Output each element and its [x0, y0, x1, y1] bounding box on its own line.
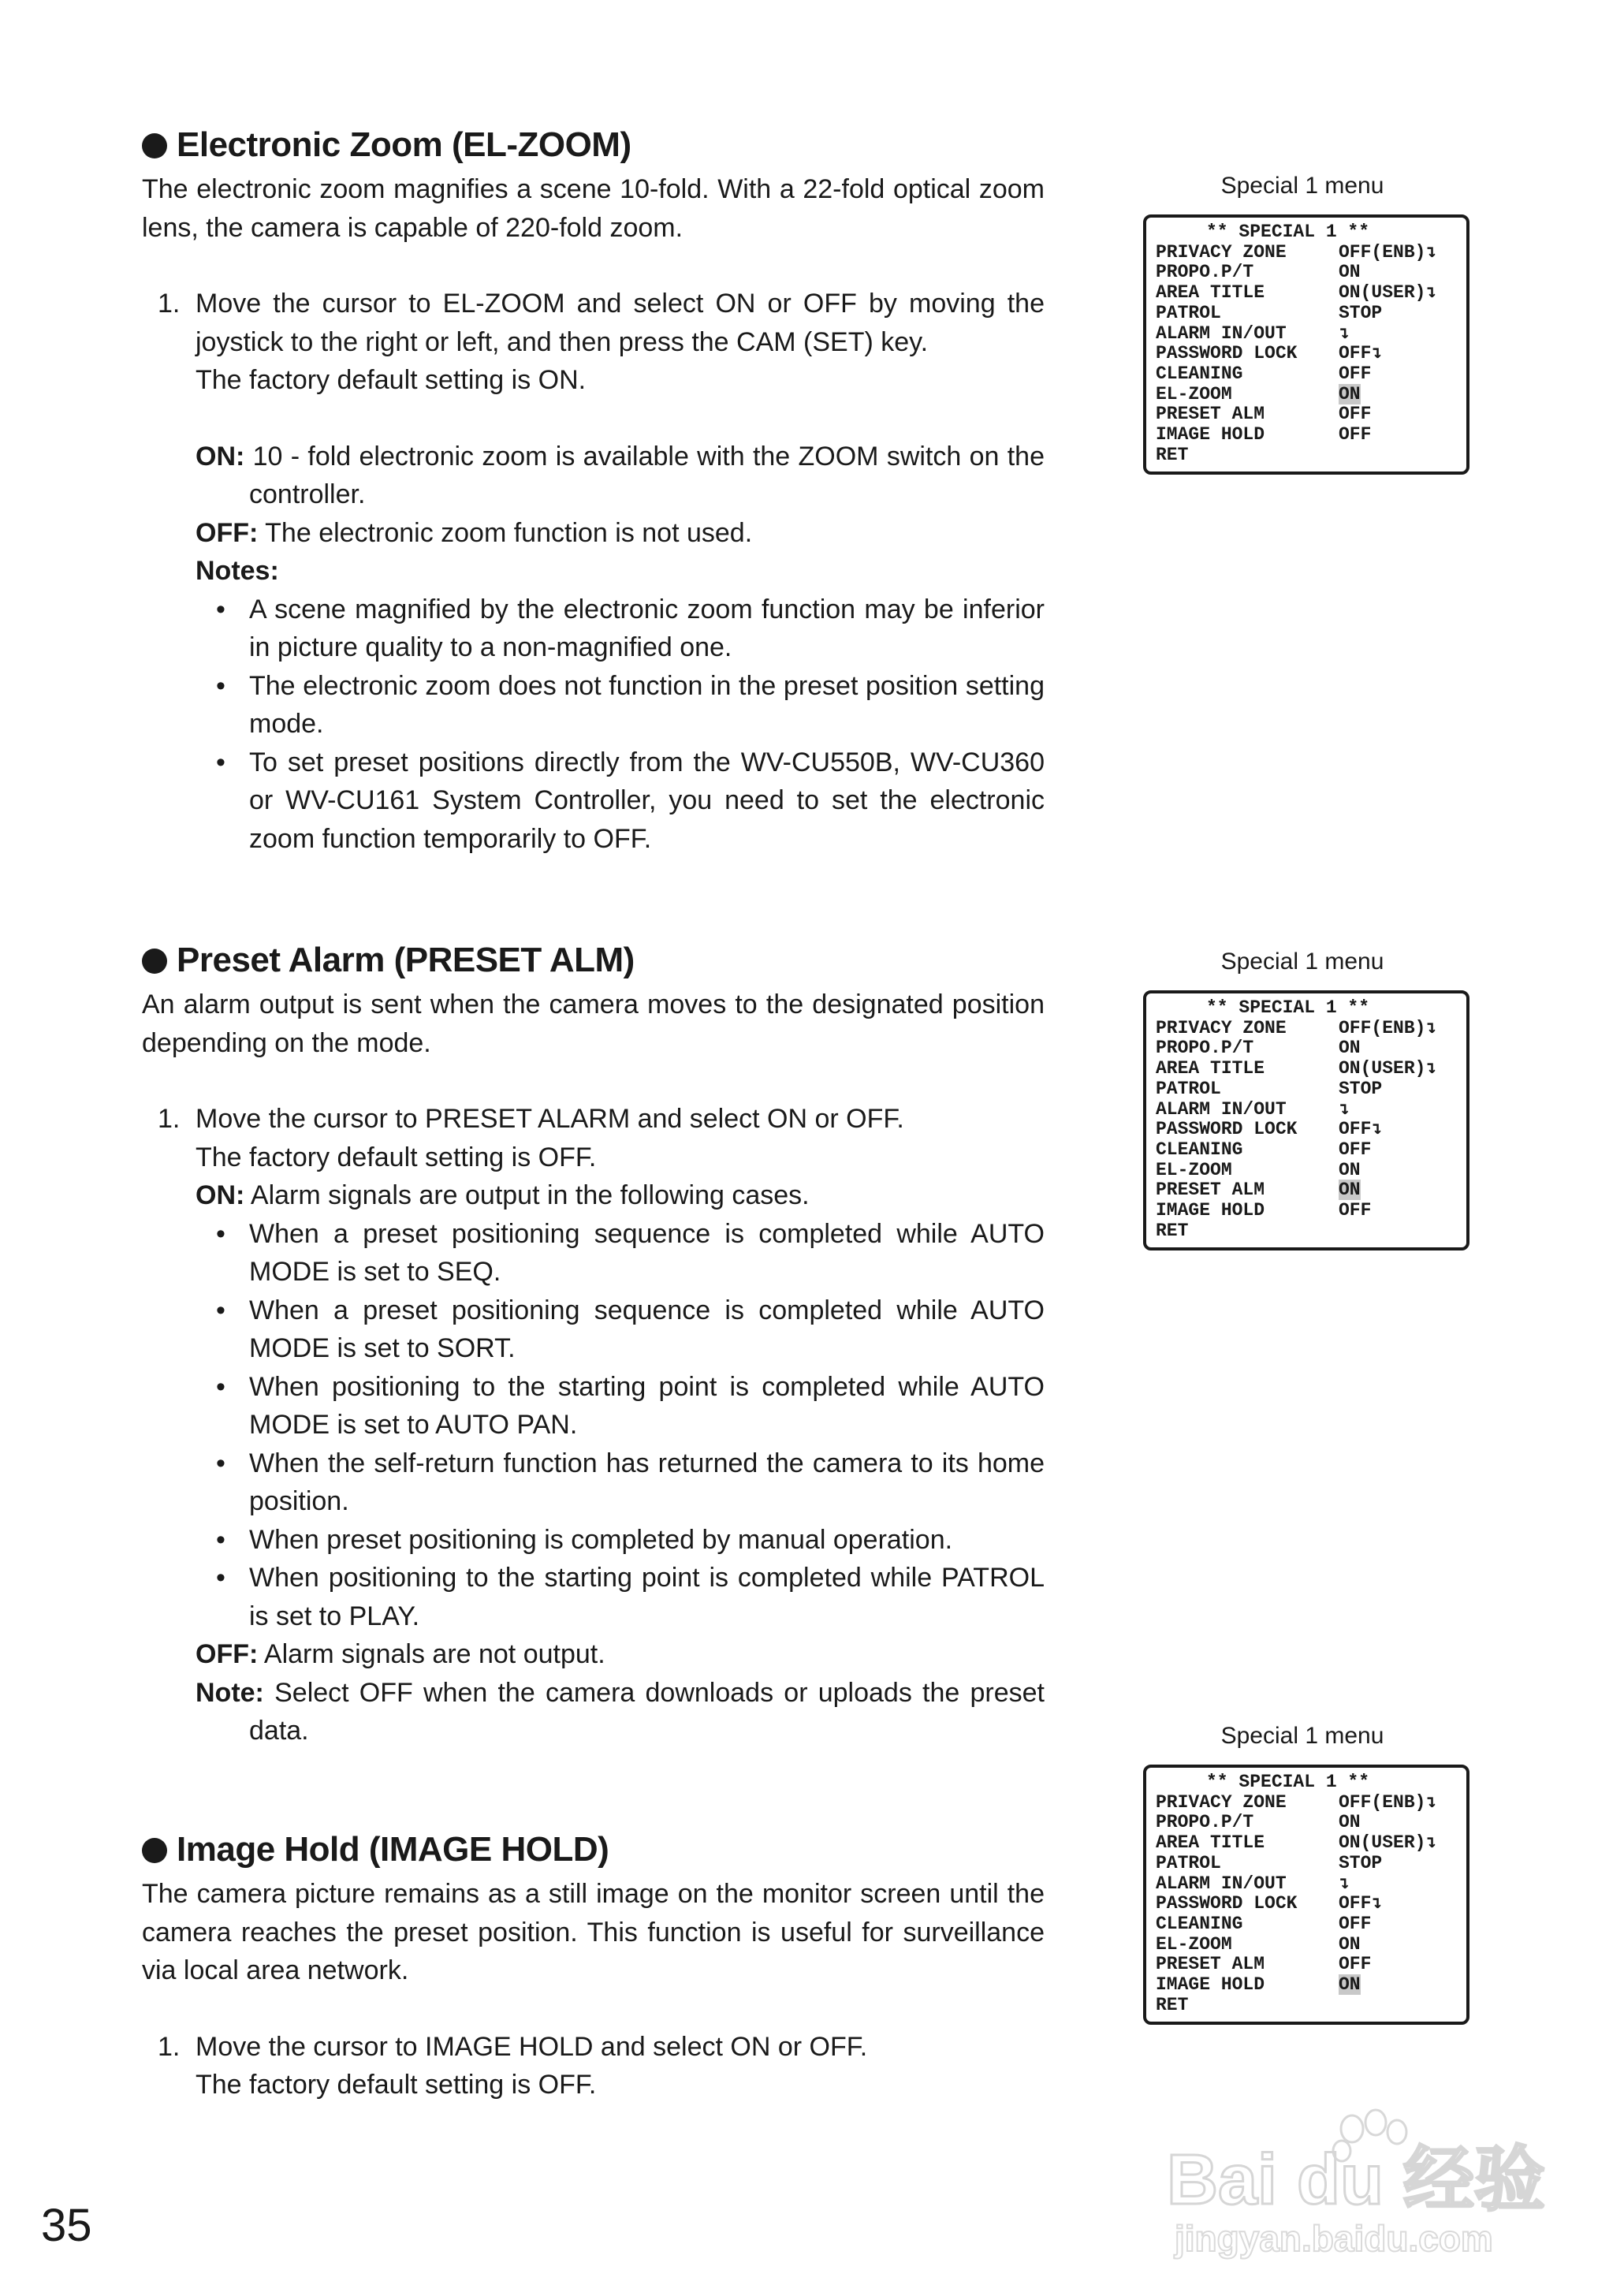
osd-value-text: OFF: [1339, 424, 1372, 445]
osd-value-selected: ON: [1339, 383, 1361, 404]
osd-key: IMAGE HOLD: [1156, 1974, 1265, 1996]
osd-key: AREA TITLE: [1156, 1058, 1265, 1079]
off-description: OFF: The electronic zoom function is not used.: [196, 517, 753, 548]
osd-row: [1156, 1955, 1458, 1975]
osd-row: [1156, 1874, 1458, 1895]
osd-value-text: ↴: [1339, 1873, 1350, 1894]
section-heading: Preset Alarm (PRESET ALM): [142, 938, 1045, 982]
osd-value-text: ON(USER)↴: [1339, 282, 1437, 304]
osd-key: RET: [1156, 1994, 1189, 2015]
osd-row: [1156, 364, 1458, 385]
osd-value-text: OFF: [1339, 1954, 1372, 1975]
special-menu-image-hold: [1143, 1720, 1469, 2025]
osd-key: PASSWORD LOCK: [1156, 1893, 1298, 1914]
osd-row: [1156, 243, 1458, 263]
osd-key: PRIVACY ZONE: [1156, 1791, 1287, 1813]
osd-key: EL-ZOOM: [1156, 1933, 1232, 1955]
osd-value-text: STOP: [1339, 302, 1383, 323]
osd-value-text: OFF: [1339, 1139, 1372, 1160]
osd-value: [1339, 344, 1458, 364]
osd-row: [1156, 1201, 1458, 1221]
osd-key: IMAGE HOLD: [1156, 424, 1265, 445]
osd-value: [1339, 283, 1458, 304]
osd-value: [1339, 1996, 1458, 2016]
osd-value-text: OFF(ENB)↴: [1339, 1791, 1437, 1813]
osd-row: [1156, 1996, 1458, 2016]
osd-row: [1156, 1221, 1458, 1242]
osd-key: IMAGE HOLD: [1156, 1200, 1265, 1221]
osd-title: ** SPECIAL 1 **: [1206, 1772, 1370, 1792]
osd-key: PATROL: [1156, 1852, 1221, 1873]
case-item: • When a preset positioning sequence is completed while AUTO MODE is set to SORT.: [216, 1295, 1045, 1363]
osd-value-text: ↴: [1339, 1098, 1350, 1120]
osd-row: [1156, 324, 1458, 345]
case-item: • When a preset positioning sequence is completed while AUTO MODE is set to SEQ.: [216, 1218, 1045, 1287]
bullet-icon: [142, 133, 167, 158]
step-1: 1. Move the cursor to PRESET ALARM and select ON or OFF. The factory default setting is OFF.: [158, 1104, 904, 1172]
osd-value: [1339, 404, 1458, 425]
osd-row: [1156, 1059, 1458, 1079]
menu-caption: Special 1 menu: [1220, 1723, 1384, 1749]
osd-key: PROPO.P/T: [1156, 262, 1254, 283]
osd-row: [1156, 1793, 1458, 1813]
osd-row: [1156, 1935, 1458, 1955]
osd-value: [1339, 1833, 1458, 1854]
osd-key: AREA TITLE: [1156, 282, 1265, 304]
special-menu-preset-alm: [1143, 946, 1469, 1250]
osd-key: AREA TITLE: [1156, 1832, 1265, 1854]
osd-value-selected: ON: [1339, 1974, 1361, 1996]
case-item: • When the self-return function has returned the camera to its home position.: [216, 1448, 1045, 1516]
osd-key: EL-ZOOM: [1156, 1159, 1232, 1180]
osd-value: [1339, 385, 1458, 405]
osd-key: CLEANING: [1156, 1913, 1243, 1934]
osd-value: [1339, 304, 1458, 324]
osd-row: [1156, 1894, 1458, 1914]
note-item: • A scene magnified by the electronic zoom function may be inferior in picture quality to a non-magnified one.: [216, 594, 1045, 662]
section-preset-alarm: [142, 938, 1045, 1750]
osd-key: PRESET ALM: [1156, 404, 1265, 425]
osd-row: [1156, 1813, 1458, 1833]
osd-value-text: ON(USER)↴: [1339, 1832, 1437, 1854]
osd-value: [1339, 263, 1458, 283]
case-item: • When positioning to the starting point is completed while PATROL is set to PLAY.: [216, 1563, 1045, 1631]
osd-value-text: OFF↴: [1339, 1893, 1383, 1914]
osd-row: [1156, 1100, 1458, 1120]
section-electronic-zoom: [142, 123, 1045, 858]
osd-row: [1156, 1975, 1458, 1996]
osd-key: PROPO.P/T: [1156, 1038, 1254, 1059]
osd-value-text: OFF(ENB)↴: [1339, 1017, 1437, 1038]
note-text: Note: Select OFF when the camera downloads or uploads the preset data.: [196, 1677, 1045, 1746]
notes-label: Notes:: [196, 556, 279, 586]
osd-key: PRESET ALM: [1156, 1954, 1265, 1975]
osd-value-text: ON: [1339, 1933, 1361, 1955]
osd-value-text: STOP: [1339, 1078, 1383, 1099]
osd-value: [1339, 1180, 1458, 1201]
case-item: • When preset positioning is completed by manual operation.: [216, 1524, 953, 1555]
page-number: 35: [41, 2200, 92, 2251]
osd-key: PATROL: [1156, 302, 1221, 323]
osd-value-text: OFF↴: [1339, 1119, 1383, 1140]
case-item: • When positioning to the starting point is completed while AUTO MODE is set to AUTO PAN.: [216, 1371, 1045, 1440]
osd-value-text: STOP: [1339, 1852, 1383, 1873]
osd-key: PATROL: [1156, 1078, 1221, 1099]
osd-value-text: ON: [1339, 262, 1361, 283]
osd-value-text: OFF: [1339, 1200, 1372, 1221]
osd-value-text: ON: [1339, 1038, 1361, 1059]
note-item: • To set preset positions directly from the WV-CU550B, WV-CU360 or WV-CU161 System Controller, you need to set the electronic zoom function temporarily to OFF.: [216, 747, 1045, 854]
menu-caption: Special 1 menu: [1220, 949, 1384, 975]
osd-value: [1339, 1201, 1458, 1221]
intro-text: An alarm output is sent when the camera moves to the designated position depending on the mode.: [142, 990, 1045, 1058]
osd-value-selected: ON: [1339, 1180, 1361, 1201]
bullet-icon: [142, 949, 167, 974]
osd-value-text: ON(USER)↴: [1339, 1058, 1437, 1079]
osd-value: [1339, 1813, 1458, 1833]
osd-value-text: OFF(ENB)↴: [1339, 241, 1437, 263]
osd-value-text: ON: [1339, 1812, 1361, 1833]
osd-key: RET: [1156, 444, 1189, 465]
osd-row: [1156, 1038, 1458, 1059]
osd-value-text: OFF: [1339, 404, 1372, 425]
osd-key: CLEANING: [1156, 1139, 1243, 1160]
osd-key: PROPO.P/T: [1156, 1812, 1254, 1833]
osd-row: [1156, 385, 1458, 405]
osd-key: PASSWORD LOCK: [1156, 343, 1298, 364]
osd-value: [1339, 1100, 1458, 1120]
osd-key: ALARM IN/OUT: [1156, 322, 1287, 344]
osd-key: PRESET ALM: [1156, 1180, 1265, 1201]
osd-row: [1156, 283, 1458, 304]
on-description: ON: Alarm signals are output in the following cases.: [196, 1180, 810, 1210]
osd-value: [1339, 1914, 1458, 1935]
osd-value: [1339, 1955, 1458, 1975]
osd-value: [1339, 1161, 1458, 1181]
osd-screen: [1143, 990, 1469, 1250]
osd-value: [1339, 364, 1458, 385]
osd-key: RET: [1156, 1220, 1189, 1241]
osd-row: [1156, 404, 1458, 425]
osd-title: ** SPECIAL 1 **: [1206, 222, 1370, 242]
osd-row: [1156, 445, 1458, 466]
osd-row: [1156, 1019, 1458, 1039]
osd-row: [1156, 425, 1458, 445]
osd-key: CLEANING: [1156, 363, 1243, 384]
osd-value: [1339, 1874, 1458, 1895]
osd-value-text: ON: [1339, 1159, 1361, 1180]
osd-key: PRIVACY ZONE: [1156, 1017, 1287, 1038]
osd-value-text: OFF: [1339, 1913, 1372, 1934]
step-1: 1. Move the cursor to IMAGE HOLD and select ON or OFF. The factory default setting is OFF.: [158, 2031, 868, 2100]
section-image-hold: [142, 1828, 1045, 2104]
on-description: ON: 10 - fold electronic zoom is available with the ZOOM switch on the controller.: [196, 441, 1045, 509]
osd-value: [1339, 1120, 1458, 1140]
bullet-icon: [142, 1838, 167, 1863]
step-1: 1. Move the cursor to EL-ZOOM and select ON or OFF by moving the joystick to the right or left, and then press the CAM (SET) key. The factory default setting is ON.: [158, 289, 1045, 395]
osd-value-text: OFF: [1339, 363, 1372, 384]
osd-value-text: ↴: [1339, 322, 1350, 344]
osd-value: [1339, 1019, 1458, 1039]
osd-value: [1339, 1975, 1458, 1996]
menu-caption: Special 1 menu: [1220, 173, 1384, 199]
osd-screen: [1143, 214, 1469, 475]
osd-row: [1156, 1914, 1458, 1935]
osd-key: ALARM IN/OUT: [1156, 1098, 1287, 1120]
osd-value: [1339, 1935, 1458, 1955]
osd-row: [1156, 1120, 1458, 1140]
osd-value: [1339, 1793, 1458, 1813]
section-heading: Image Hold (IMAGE HOLD): [142, 1828, 1045, 1872]
osd-row: [1156, 1180, 1458, 1201]
baidu-watermark: [1151, 2105, 1545, 2263]
osd-key: PASSWORD LOCK: [1156, 1119, 1298, 1140]
osd-title: ** SPECIAL 1 **: [1206, 997, 1370, 1018]
osd-key: EL-ZOOM: [1156, 383, 1232, 404]
osd-value: [1339, 1140, 1458, 1161]
osd-row: [1156, 1833, 1458, 1854]
intro-text: The camera picture remains as a still image on the monitor screen until the camera reaches the preset position. This function is useful for surveillance via local area network.: [142, 1879, 1045, 1985]
osd-value-text: OFF↴: [1339, 343, 1383, 364]
osd-row: [1156, 1079, 1458, 1100]
osd-value: [1339, 1221, 1458, 1242]
osd-row: [1156, 1161, 1458, 1181]
osd-value: [1339, 425, 1458, 445]
osd-row: [1156, 1854, 1458, 1874]
watermark-brand: Bai du 经验: [1167, 2141, 1545, 2220]
intro-text: The electronic zoom magnifies a scene 10-fold. With a 22-fold optical zoom lens, the camera is capable of 220-fold zoom.: [142, 174, 1045, 243]
note-item: • The electronic zoom does not function in the preset position setting mode.: [216, 670, 1045, 739]
osd-value: [1339, 243, 1458, 263]
section-heading: Electronic Zoom (EL-ZOOM): [142, 123, 1045, 167]
osd-value: [1339, 1854, 1458, 1874]
osd-value: [1339, 1079, 1458, 1100]
osd-value: [1339, 1038, 1458, 1059]
special-menu-el-zoom: [1143, 170, 1469, 475]
osd-row: [1156, 344, 1458, 364]
osd-row: [1156, 304, 1458, 324]
osd-value: [1339, 324, 1458, 345]
osd-row: [1156, 263, 1458, 283]
osd-row: [1156, 1140, 1458, 1161]
osd-value: [1339, 1894, 1458, 1914]
osd-screen: [1143, 1765, 1469, 2025]
osd-key: ALARM IN/OUT: [1156, 1873, 1287, 1894]
osd-value: [1339, 1059, 1458, 1079]
off-description: OFF: Alarm signals are not output.: [196, 1639, 605, 1669]
watermark-url: jingyan.baidu.com: [1175, 2218, 1493, 2259]
osd-key: PRIVACY ZONE: [1156, 241, 1287, 263]
osd-value: [1339, 445, 1458, 466]
